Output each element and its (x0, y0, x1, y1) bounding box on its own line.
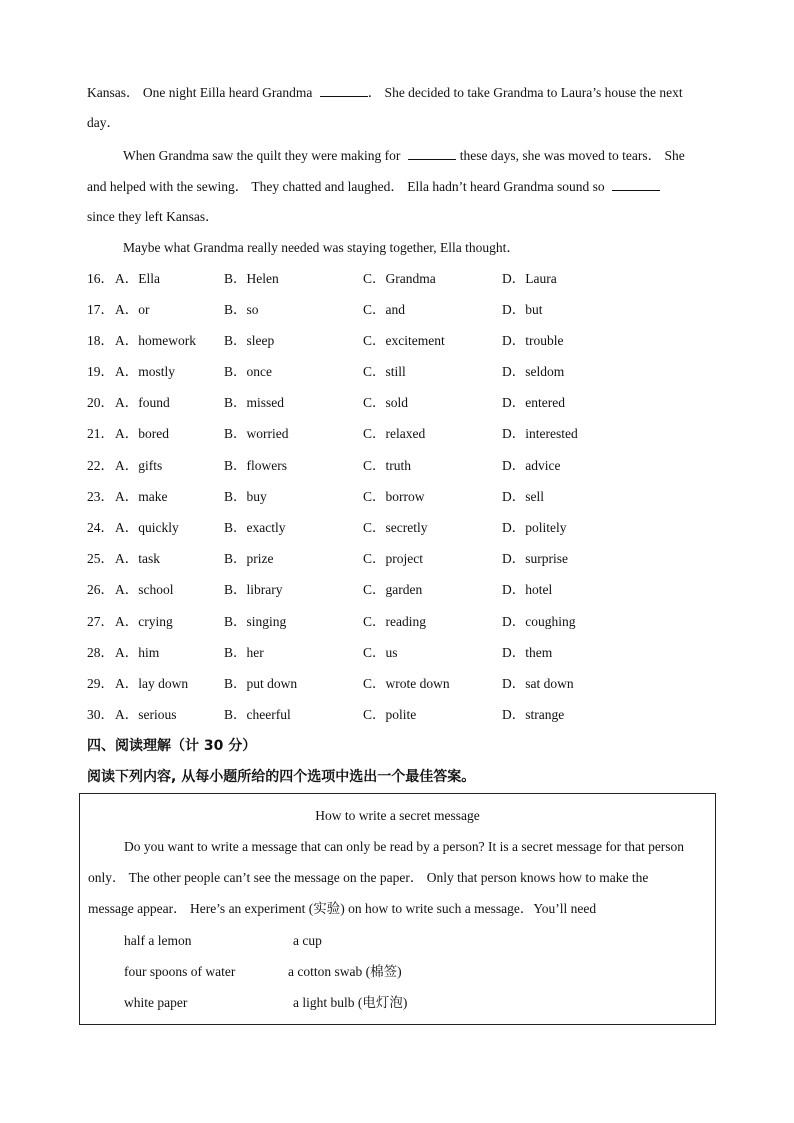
option-a: A．school (115, 582, 174, 597)
option-c: C．truth (363, 458, 412, 473)
option-c: C．still (363, 364, 406, 379)
answer-blank (408, 147, 456, 160)
question-number: 29． (87, 676, 114, 691)
option-c: C．borrow (363, 489, 425, 504)
question-number: 30． (87, 707, 114, 722)
option-b: B．so (224, 302, 259, 317)
option-a: A．Ella (115, 271, 160, 286)
option-c: C．reading (363, 614, 426, 629)
option-d: D．them (502, 645, 553, 660)
section-title: 四、阅读理解（计 30 分） (87, 738, 257, 754)
passage-text: these days, she was moved to tears． She (459, 148, 685, 163)
passage-line-2: day． (87, 115, 120, 130)
option-d: D．sell (502, 489, 544, 504)
option-c: C．garden (363, 582, 423, 597)
passage-text: and helped with the sewing． They chatted and laughed． Ella hadn’t heard Grandma sound so (87, 179, 605, 194)
option-b: B．exactly (224, 520, 286, 535)
option-c: C．us (363, 645, 398, 660)
question-number: 26． (87, 582, 114, 597)
option-c: C．sold (363, 395, 409, 410)
reading-line-2: only． The other people can’t see the message on the paper． Only that person knows how to make the (88, 870, 649, 885)
option-d: D．entered (502, 395, 565, 410)
materials-item: half a lemon (124, 933, 192, 948)
reading-passage-box (79, 793, 716, 1025)
materials-item: four spoons of water (124, 964, 236, 979)
question-number: 16． (87, 271, 114, 286)
section-instruction: 阅读下列内容, 从每小题所给的四个选项中选出一个最佳答案。 (87, 769, 476, 785)
option-d: D．trouble (502, 333, 564, 348)
option-d: D．politely (502, 520, 567, 535)
option-b: B．put down (224, 676, 298, 691)
option-b: B．worried (224, 426, 289, 441)
option-a: A．make (115, 489, 168, 504)
passage-line-4 (87, 178, 660, 195)
option-b: B．missed (224, 395, 285, 410)
materials-item: a cotton swab (棉签) (288, 964, 402, 979)
option-b: B．flowers (224, 458, 287, 473)
option-b: B．once (224, 364, 272, 379)
passage-text: When Grandma saw the quilt they were making for (123, 148, 401, 163)
option-d: D．Laura (502, 271, 557, 286)
passage-line-5: since they left Kansas． (87, 209, 219, 224)
option-d: D．interested (502, 426, 578, 441)
option-a: A．homework (115, 333, 196, 348)
option-c: C．wrote down (363, 676, 450, 691)
answer-blank (612, 178, 660, 191)
option-d: D．hotel (502, 582, 553, 597)
option-a: A．quickly (115, 520, 179, 535)
option-d: D．surprise (502, 551, 568, 566)
option-a: A．gifts (115, 458, 163, 473)
option-a: A．or (115, 302, 150, 317)
question-number: 25． (87, 551, 114, 566)
option-a: A．found (115, 395, 170, 410)
question-number: 28． (87, 645, 114, 660)
option-b: B．singing (224, 614, 287, 629)
question-number: 21． (87, 426, 114, 441)
question-number: 18． (87, 333, 114, 348)
option-d: D．coughing (502, 614, 576, 629)
reading-line-1: Do you want to write a message that can only be read by a person? It is a secret message for that person (124, 839, 685, 854)
option-c: C．Grandma (363, 271, 436, 286)
option-b: B．Helen (224, 271, 279, 286)
option-a: A．him (115, 645, 160, 660)
question-number: 19． (87, 364, 114, 379)
option-c: C．relaxed (363, 426, 426, 441)
materials-item: a cup (293, 933, 322, 948)
option-a: A．serious (115, 707, 177, 722)
option-c: C．polite (363, 707, 417, 722)
option-b: B．her (224, 645, 264, 660)
question-number: 27． (87, 614, 114, 629)
option-c: C．secretly (363, 520, 428, 535)
question-number: 17． (87, 302, 114, 317)
option-a: A．crying (115, 614, 173, 629)
question-number: 24． (87, 520, 114, 535)
option-d: D．seldom (502, 364, 565, 379)
option-d: D．sat down (502, 676, 574, 691)
option-a: A．lay down (115, 676, 189, 691)
passage-text: Kansas． One night Eilla heard Grandma (87, 85, 313, 100)
option-b: B．library (224, 582, 283, 597)
option-c: C．excitement (363, 333, 445, 348)
option-c: C．project (363, 551, 423, 566)
option-b: B．cheerful (224, 707, 291, 722)
option-b: B．buy (224, 489, 267, 504)
materials-item: a light bulb (电灯泡) (293, 995, 408, 1010)
passage-line-6: Maybe what Grandma really needed was staying together, Ella thought． (123, 240, 520, 255)
option-d: D．but (502, 302, 543, 317)
reading-line-3: message appear． Here’s an experiment (实验) on how to write such a message．You’ll need (88, 901, 597, 916)
option-d: D．advice (502, 458, 561, 473)
option-c: C．and (363, 302, 405, 317)
option-a: A．mostly (115, 364, 176, 379)
option-b: B．prize (224, 551, 274, 566)
passage-line-3 (123, 147, 685, 164)
materials-item: white paper (124, 995, 188, 1010)
question-number: 22． (87, 458, 114, 473)
option-b: B．sleep (224, 333, 275, 348)
passage-line-1 (87, 84, 683, 101)
option-d: D．strange (502, 707, 565, 722)
question-number: 23． (87, 489, 114, 504)
option-a: A．bored (115, 426, 169, 441)
option-a: A．task (115, 551, 160, 566)
passage-text: ． She decided to take Grandma to Laura’s house the next (367, 85, 683, 100)
answer-blank (320, 84, 368, 97)
question-number: 20． (87, 395, 114, 410)
reading-title: How to write a secret message (315, 808, 480, 823)
